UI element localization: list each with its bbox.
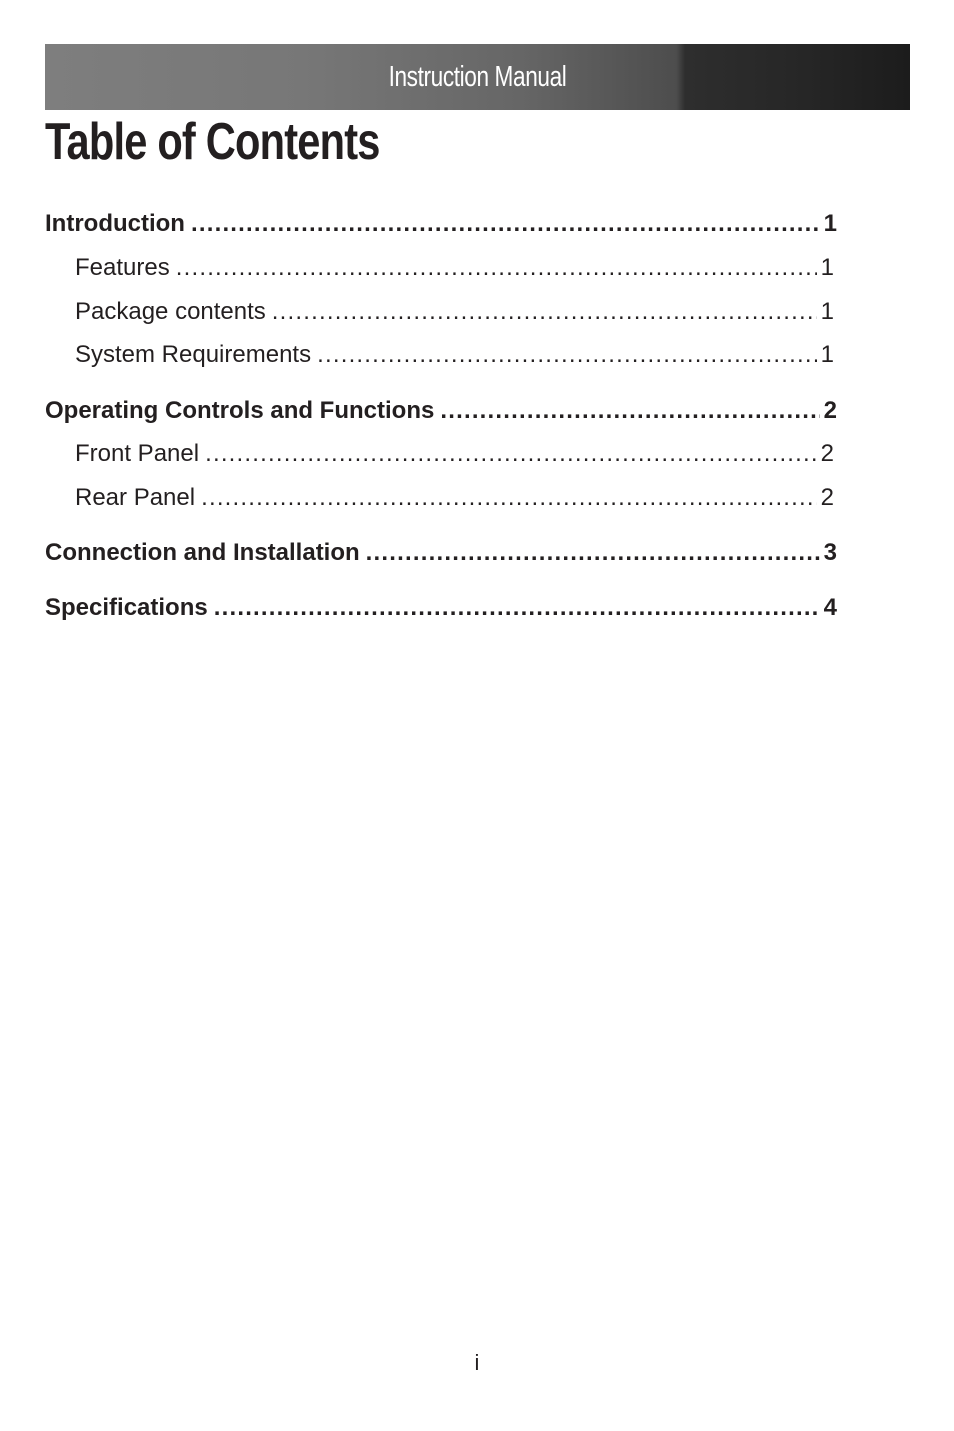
toc-entry-page: 2 <box>823 397 837 424</box>
toc-entry-label: Specifications <box>45 594 208 621</box>
page-title: Table of Contents <box>45 113 380 171</box>
toc-entry-rear-panel[interactable] <box>75 483 834 513</box>
toc-entry-page: 1 <box>820 254 834 281</box>
header-band-title: Instruction Manual <box>388 61 567 93</box>
toc-entry-page: 1 <box>820 298 834 325</box>
toc-leader-dots <box>366 538 820 568</box>
toc-entry-label: Front Panel <box>75 440 200 467</box>
toc-leader-dots <box>440 396 819 426</box>
toc-entry-introduction[interactable] <box>45 209 837 239</box>
toc-entry-page: 1 <box>820 341 834 368</box>
toc-leader-dots <box>191 209 820 239</box>
toc-leader-dots <box>214 593 820 623</box>
toc-entry-operating-controls[interactable] <box>45 396 837 426</box>
toc-entry-page: 1 <box>823 210 837 237</box>
toc-entry-label: Introduction <box>45 210 185 237</box>
toc-entry-page: 4 <box>823 594 837 621</box>
toc-entry-label: Package contents <box>75 298 266 325</box>
toc-entry-label: Connection and Installation <box>45 539 360 566</box>
toc-entry-label: System Requirements <box>75 341 312 368</box>
toc-entry-connection-installation[interactable] <box>45 538 837 568</box>
toc-entry-label: Rear Panel <box>75 484 196 511</box>
toc-entry-specifications[interactable] <box>45 593 837 623</box>
toc-entry-features[interactable] <box>75 253 834 283</box>
toc-entry-page: 2 <box>820 440 834 467</box>
toc-leader-dots <box>317 340 817 370</box>
header-band <box>45 44 910 110</box>
toc-entry-label: Operating Controls and Functions <box>45 397 435 424</box>
toc-leader-dots <box>205 439 817 469</box>
toc-entry-package-contents[interactable] <box>75 297 834 327</box>
toc-entry-page: 3 <box>823 539 837 566</box>
toc-leader-dots <box>272 297 817 327</box>
toc-entry-system-requirements[interactable] <box>75 340 834 370</box>
toc-leader-dots <box>176 253 817 283</box>
toc-entry-front-panel[interactable] <box>75 439 834 469</box>
toc-entry-label: Features <box>75 254 170 281</box>
toc-entry-page: 2 <box>820 484 834 511</box>
footer-page-number: i <box>474 1350 480 1375</box>
toc-leader-dots <box>201 483 817 513</box>
